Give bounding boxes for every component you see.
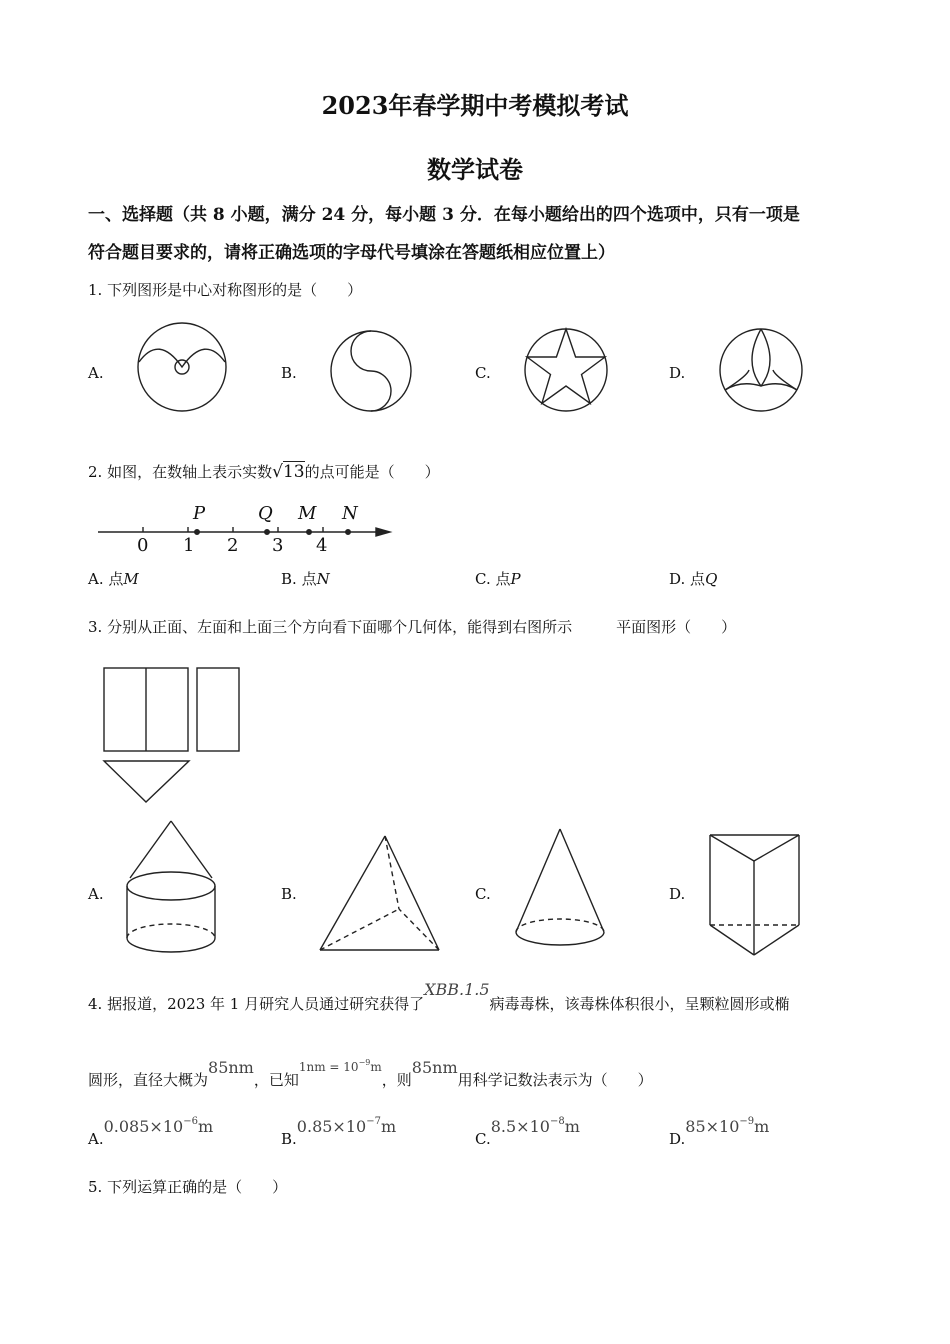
q4-option-a-letter: A.: [88, 1130, 104, 1148]
q3-option-c-label: C.: [475, 885, 491, 903]
q4-option-b-exp: −7: [366, 1116, 381, 1127]
q3-option-a-label: A.: [88, 885, 104, 903]
q4-line2-b: ，已知: [253, 1071, 299, 1089]
q1-option-c-figure: [524, 328, 608, 412]
q4-option-c-exp: −8: [549, 1116, 565, 1127]
q2-suffix: 的点可能是（ ）: [304, 463, 440, 481]
q4-option-b-letter: B.: [281, 1130, 297, 1148]
q4-line1-prefix: 4. 据报道，2023 年 1 月研究人员通过研究获得了: [88, 995, 425, 1013]
q4-option-b-base: 0.85×10: [296, 1117, 367, 1136]
q2-option-a: [88, 568, 139, 589]
tick-label-0: 0: [137, 535, 149, 556]
q2-option-d-var: Q: [705, 570, 718, 588]
top-view: [104, 761, 189, 802]
q4-option-c-value: [491, 1117, 580, 1136]
point-q-label: Q: [258, 503, 273, 524]
q2-option-b: [281, 568, 330, 589]
q3-option-b-figure: [319, 835, 443, 953]
q4-option-d-value: [685, 1117, 769, 1136]
q2-option-c-text: 点: [495, 570, 511, 588]
q2-option-c-var: P: [510, 570, 521, 588]
q2-option-a-var: M: [123, 570, 139, 588]
q2-option-d: [669, 568, 717, 589]
q3-option-a-figure: [126, 820, 220, 956]
q1-option-a-label: A.: [88, 364, 104, 382]
q4-line2-c: ，则: [381, 1071, 412, 1089]
q1-option-b-figure: [330, 330, 412, 412]
q4-conversion: [299, 1060, 382, 1074]
question-4-line1: [88, 980, 790, 1014]
side-view: [197, 668, 239, 751]
tick-label-3: 3: [272, 535, 284, 556]
q4-option-a-exp: −6: [183, 1116, 198, 1127]
exam-subtitle: 数学试卷: [427, 155, 523, 184]
section-heading: [88, 196, 868, 272]
q4-size1: 85nm: [208, 1058, 254, 1077]
sqrt-13: √13: [272, 462, 305, 482]
q4-option-b-unit: m: [380, 1117, 397, 1136]
point-p-dot: [195, 530, 200, 535]
q4-option-d-unit: m: [754, 1117, 770, 1136]
q4-option-a-unit: m: [197, 1117, 214, 1136]
point-p-label: P: [193, 503, 206, 524]
q2-option-c: [475, 568, 521, 589]
point-n-label: N: [342, 503, 358, 524]
tick-label-2: 2: [227, 535, 239, 556]
q1-option-d-figure: [719, 328, 803, 412]
three-views-figure: [103, 667, 243, 807]
exam-title: 2023年春学期中考模拟考试: [321, 91, 629, 120]
tick-label-1: 1: [183, 535, 195, 556]
q1-option-a-figure: [137, 322, 227, 412]
q4-line2-d: 用科学记数法表示为（ ）: [457, 1071, 653, 1089]
q2-option-a-letter: A.: [88, 570, 104, 588]
q4-conv-exp: −9: [358, 1058, 371, 1067]
question-5-text: 5. 下列运算正确的是（ ）: [88, 1178, 288, 1196]
q4-option-c-base: 8.5×10: [490, 1117, 550, 1136]
q2-option-d-letter: D.: [669, 570, 686, 588]
q2-option-b-letter: B.: [281, 570, 297, 588]
q2-option-c-letter: C.: [475, 570, 491, 588]
q1-option-c-label: C.: [475, 364, 491, 382]
q3-option-b-label: B.: [281, 885, 297, 903]
q4-option-d-base: 85×10: [685, 1117, 740, 1136]
q2-option-b-text: 点: [301, 570, 317, 588]
q4-option-d-exp: −9: [739, 1116, 755, 1127]
q4-option-d-letter: D.: [669, 1130, 686, 1148]
q4-size2: 85nm: [411, 1058, 458, 1077]
question-3-text: [88, 616, 736, 637]
q3-option-d-label: D.: [669, 885, 686, 903]
q2-option-a-text: 点: [108, 570, 124, 588]
q4-option-a-base: 0.085×10: [103, 1117, 184, 1136]
q1-option-d-label: D.: [669, 364, 686, 382]
q3-option-d-figure: [708, 833, 802, 959]
point-m-dot: [307, 530, 312, 535]
question-2-text: [88, 461, 440, 482]
q3-text-b: 平面图形（ ）: [616, 618, 737, 636]
q4-line1-suffix: 病毒毒株，该毒株体积很小，呈颗粒圆形或椭: [489, 995, 790, 1013]
section-heading-line1: 一、选择题（共 8 小题，满分 24 分，每小题 3 分．在每小题给出的四个选项中，只有一项是: [88, 205, 800, 225]
q4-option-a-value: [104, 1117, 214, 1136]
question-4-line2: [88, 1058, 653, 1090]
q2-option-b-var: N: [316, 570, 330, 588]
q2-prefix: 2. 如图，在数轴上表示实数: [88, 463, 273, 481]
tick-label-4: 4: [316, 535, 328, 556]
question-1-text: 1. 下列图形是中心对称图形的是（ ）: [88, 281, 363, 299]
sqrt-radicand: 13: [282, 462, 305, 482]
q1-option-b-label: B.: [281, 364, 297, 382]
point-q-dot: [265, 530, 270, 535]
q4-option-b-value: [297, 1117, 396, 1136]
q4-line2-a: 圆形，直径大概为: [88, 1071, 209, 1089]
point-n-dot: [346, 530, 351, 535]
q4-conv-base: 1nm = 10: [298, 1060, 359, 1074]
q3-text-a: 3. 分别从正面、左面和上面三个方向看下面哪个几何体，能得到右图所示: [88, 618, 573, 636]
q4-conv-unit: m: [370, 1060, 382, 1074]
q4-option-c-unit: m: [564, 1117, 580, 1136]
q4-option-c-letter: C.: [475, 1130, 491, 1148]
q2-option-d-text: 点: [690, 570, 706, 588]
q3-option-c-figure: [514, 828, 608, 950]
q4-virus-name: XBB.1.5: [424, 980, 490, 999]
section-heading-line2: 符合题目要求的，请将正确选项的字母代号填涂在答题纸相应位置上）: [88, 243, 615, 263]
point-m-label: M: [298, 503, 317, 524]
